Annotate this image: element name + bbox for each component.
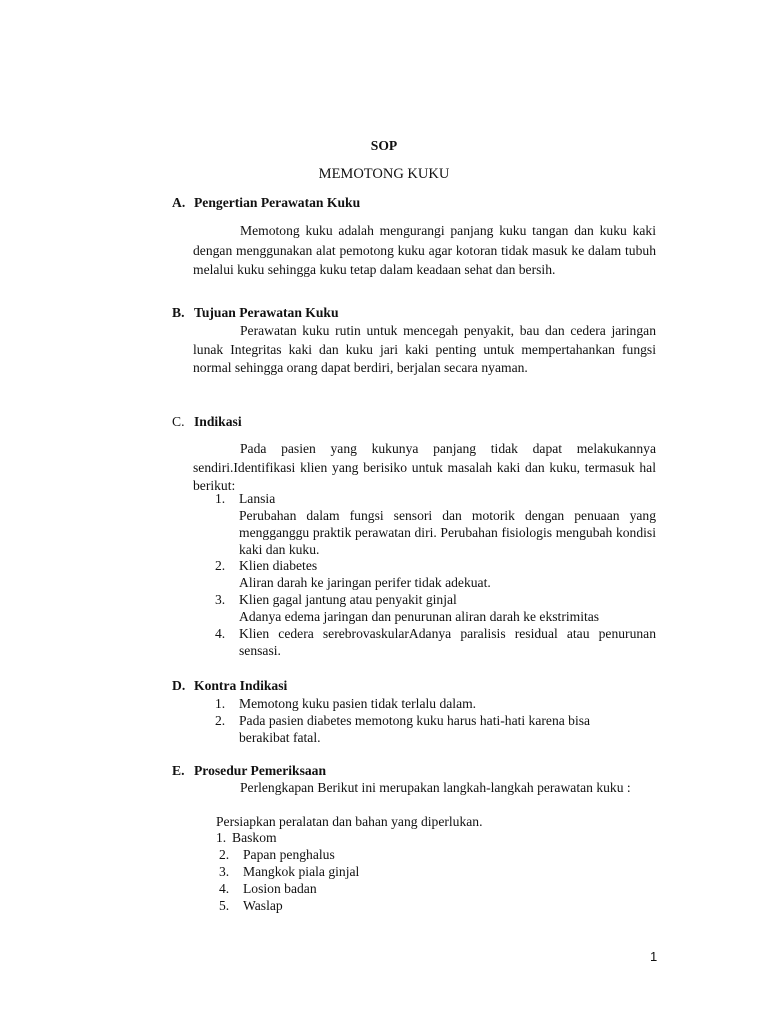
section-a-paragraph: Memotong kuku adalah mengurangi panjang kuku tangan dan kuku kaki dengan menggunakan alat pemotong kuku agar kotoran tidak masuk ke dalam tubuh melalui kuku sehingga kuku tetap dalam keadaan sehat dan bersih. [193,223,656,277]
section-b-heading [172,304,339,321]
list-item-text: Memotong kuku pasien tidak terlalu dalam. [239,696,477,711]
equipment-number: 2. [219,847,230,862]
equipment-number: 5. [219,898,230,913]
doc-subtitle: MEMOTONG KUKU [318,166,450,182]
list-item-text: Pada pasien diabetes memotong kuku harus hati-hati karena bisa berakibat fatal. [239,713,591,745]
equipment-number: 4. [219,881,230,896]
section-d-title: Kontra Indikasi [194,678,288,693]
list-item-description: Adanya edema jaringan dan penurunan aliran darah ke ekstrimitas [239,609,600,624]
section-a-heading [172,194,360,211]
section-c-paragraph: Pada pasien yang kukunya panjang tidak dapat melakukannya sendiri.Identifikasi klien yang berisiko untuk masalah kaki dan kuku, termasuk hal berikut: [193,441,656,493]
list-item-title: Klien cedera serebrovaskularAdanya paralisis residual atau penurunan sensasi. [239,626,656,658]
section-b-paragraph: Perawatan kuku rutin untuk mencegah penyakit, bau dan cedera jaringan lunak Integritas kaki dan kuku jari kaki penting untuk mempertahankan fungsi normal sehingga orang dapat berdiri, berjalan secara nyaman. [193,323,656,375]
section-e-prep: Persiapkan peralatan dan bahan yang diperlukan. [216,814,483,829]
equipment-number: 3. [219,864,230,879]
section-a-title: Pengertian Perawatan Kuku [194,195,361,210]
list-item-number: 4. [215,626,226,641]
list-item-title: Klien gagal jantung atau penyakit ginjal [239,592,457,607]
section-d-heading [172,677,287,694]
doc-title: SOP [370,138,398,153]
equipment-label: Losion badan [243,881,317,896]
section-c-heading [172,413,242,430]
equipment-label: Mangkok piala ginjal [243,864,360,879]
equipment-number: 1. [216,830,227,845]
section-e-letter: E. [172,763,185,778]
list-item-number: 2. [215,558,226,573]
list-item-number: 2. [215,713,226,728]
list-item-number: 3. [215,592,226,607]
list-item-number: 1. [215,491,226,506]
list-item-number: 1. [215,696,226,711]
equipment-label: Waslap [243,898,283,913]
page-number: 1 [650,949,658,964]
section-e-title: Prosedur Pemeriksaan [194,763,327,778]
section-a-letter: A. [172,195,186,210]
equipment-label: Baskom [232,830,277,845]
section-c-letter: C. [172,414,185,429]
section-e-paragraph: Perlengkapan Berikut ini merupakan langkah-langkah perawatan kuku : [240,780,631,795]
section-e-heading [172,762,326,779]
list-item-description: Aliran darah ke jaringan perifer tidak adekuat. [239,575,491,590]
list-item-title: Klien diabetes [239,558,318,573]
list-item-title: Lansia [239,491,276,506]
section-b-title: Tujuan Perawatan Kuku [194,305,339,320]
section-d-letter: D. [172,678,186,693]
list-item-description: Perubahan dalam fungsi sensori dan motorik dengan penuaan yang mengganggu praktik perawatan diri. Perubahan fisiologis mengubah kondisi kaki dan kuku. [239,508,656,557]
section-b-letter: B. [172,305,185,320]
section-c-title: Indikasi [194,414,242,429]
equipment-label: Papan penghalus [243,847,335,862]
